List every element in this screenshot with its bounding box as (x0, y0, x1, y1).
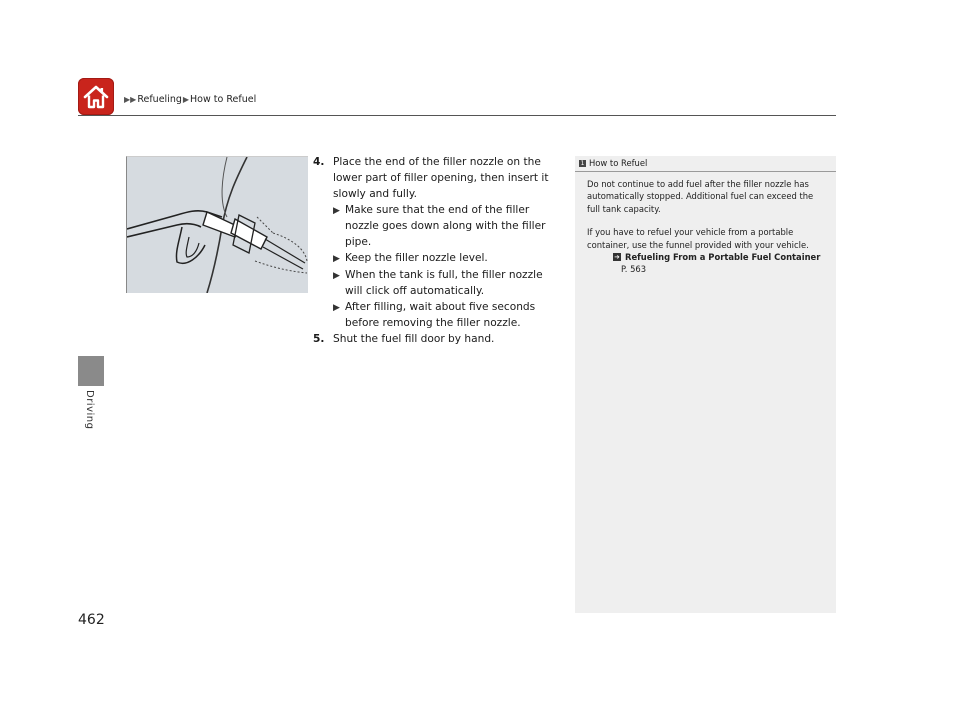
note-reference-label[interactable]: Refueling From a Portable Fuel Container (625, 252, 821, 263)
note-paragraph: Do not continue to add fuel after the filler nozzle has automatically stopped. Additional fuel can exceed the full tank capacity. (587, 179, 814, 214)
section-tab (78, 356, 104, 386)
bullet-text: Keep the filler nozzle level. (345, 252, 488, 264)
bullet-arrow-icon: ▶ (333, 254, 340, 264)
note-paragraph: If you have to refuel your vehicle from a portable container, use the funnel provided with your vehicle. (587, 227, 809, 250)
breadcrumb-arrow-icon: ▶▶ (124, 95, 137, 104)
section-label: Driving (84, 390, 95, 430)
home-icon (82, 83, 110, 111)
bullet-arrow-icon: ▶ (333, 206, 340, 216)
step-bullet (333, 299, 563, 331)
step-item (313, 154, 563, 202)
step-bullet (333, 250, 563, 267)
breadcrumb-arrow-icon: ▶ (182, 95, 190, 104)
note-header (575, 156, 836, 172)
step-text: Shut the fuel fill door by hand. (333, 333, 495, 345)
bullet-text: When the tank is full, the filler nozzle will click off automatically. (345, 269, 543, 297)
note-marker-icon: 1 (580, 159, 585, 167)
page-number: 462 (78, 612, 105, 628)
home-button[interactable] (78, 78, 114, 115)
note-reference[interactable] (613, 251, 826, 276)
fuel-nozzle-illustration (126, 156, 308, 293)
step-text: Place the end of the filler nozzle on the lower part of filler opening, then insert it slowly and fully. (333, 156, 549, 200)
step-bullet (333, 267, 563, 299)
note-reference-page[interactable]: P. 563 (621, 264, 647, 275)
bullet-text: After filling, wait about five seconds before removing the filler nozzle. (345, 301, 536, 329)
header-divider (78, 115, 836, 116)
instruction-steps (313, 154, 563, 347)
step-bullet (333, 202, 563, 250)
reference-arrow-icon: ➔ (614, 253, 620, 262)
breadcrumb-item[interactable]: How to Refuel (190, 94, 257, 105)
breadcrumb (124, 94, 256, 105)
note-title: How to Refuel (589, 158, 648, 168)
step-number: 4. (313, 156, 325, 168)
breadcrumb-item[interactable]: Refueling (137, 94, 182, 105)
fuel-nozzle-drawing (127, 157, 308, 293)
note-body (575, 172, 836, 276)
bullet-arrow-icon: ▶ (333, 303, 340, 313)
bullet-arrow-icon: ▶ (333, 271, 340, 281)
note-reference-title[interactable] (613, 251, 826, 263)
bullet-text: Make sure that the end of the filler nozzle goes down along with the filler pipe. (345, 204, 546, 248)
note-panel (575, 156, 836, 613)
step-item (313, 331, 563, 347)
step-number: 5. (313, 333, 325, 345)
